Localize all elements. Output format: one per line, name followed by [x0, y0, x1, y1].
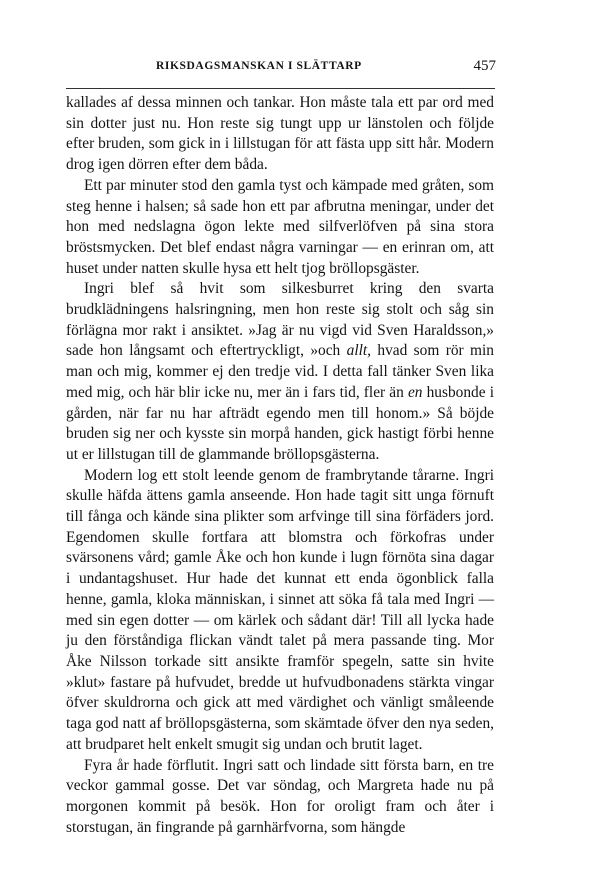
header-rule — [66, 88, 495, 89]
paragraph-text: Ingri blef så hvit som silkesburret kring den svarta brudklädningens halsringning, men hon reste sig stolt och såg sin förlägna mor rakt i ansiktet. »Jag är nu vigd vid Sven Haraldsson,» sade hon långsamt och eftertryckligt, »och — [66, 280, 494, 360]
paragraph: Fyra år hade förflutit. Ingri satt och lindade sitt första barn, en tre veckor gammal gosse. Det var söndag, och Margreta hade nu på morgonen kommit på besök. Hon for oroligt fram och åter i storstugan, än fingrande på garnhärfvorna, som hängde — [66, 756, 494, 836]
page-number: 457 — [473, 58, 496, 74]
paragraph: Ett par minuter stod den gamla tyst och kämpade med gråten, som steg henne i halsen; så sade hon ett par afbrutna meningar, under det hon med nedslagna ögon lekte med silfverlöfven på sina stora bröstsmycken. Det blef endast några varningar — en erinran om, att huset under natten skulle hysa ett helt tjog bröllopsgäster. — [66, 176, 494, 277]
paragraph — [66, 279, 494, 465]
paragraph: kallades af dessa minnen och tankar. Hon måste tala ett par ord med sin dotter just nu. Hon reste sig tungt upp ur länstolen och följde efter bruden, som gick in i lillstugan för att fästa upp sitt hår. Modern drog igen dörren efter dem båda. — [66, 94, 494, 174]
italic-word: en — [407, 383, 423, 401]
paragraph-text: husbonde i gården, när far nu har afträdt egendo men till honom.» Så böjde bruden sig ner och kysste sin morpå handen, gick hastigt förbi henne ut er lillstugan till de glammande bröllopsgästerna. — [66, 383, 494, 463]
running-header — [66, 60, 496, 80]
paragraph: Modern log ett stolt leende genom de frambrytande tårarne. Ingri skulle häfda ättens gamla anseende. Hon hade tagit sitt unga förnuft till fånga och kände sina plikter som arfvinge till sina förfäders jord. Egendomen skulle fortfara att blomstra och förkofras under svärsonens vård; gamle Åke och hon kunde i lugn förnöta sina dagar i undantagshuset. Hur hade det kunnat ett enda ögonblick falla henne, gamla, kloka människan, i sinnet att söka få tala med Ingri — med sin egen dotter — om kärlek och sådant där! Till all lycka hade ju den förståndiga flickan vändt talet på mera passande ting. Mor Åke Nilsson torkade sitt ansikte framför spegeln, satte sin hvite »klut» fastare på hufvudet, bredde ut hufvudbonadens stärkta vingar öfver skuldrorna och gick att med värdighet och vänligt småleende taga god natt af bröllopsgästerna, som skämtade öfver den nya seden, att brudparet helt enkelt smugit sig undan och brutit laget. — [66, 466, 494, 753]
body-text — [66, 93, 494, 838]
italic-word: allt, — [346, 342, 371, 360]
paragraph-text: hvad som rör min man och mig, kommer ej den tredje vid. I detta fall tänker Sven lika med mig, och här blir icke nu, mer än i fars tid, fler än — [66, 342, 494, 401]
running-title: RIKSDAGSMANSKAN I SLÄTTARP — [156, 60, 362, 72]
